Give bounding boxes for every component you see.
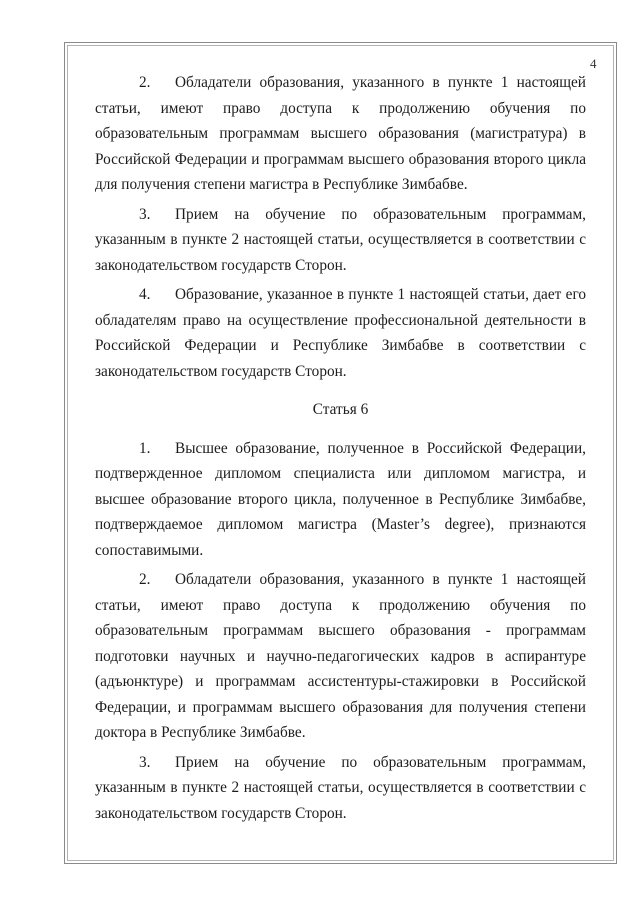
article-6-paragraph-2 bbox=[95, 567, 586, 746]
paragraph-3 bbox=[95, 202, 586, 279]
paragraph-text: Образование, указанное в пункте 1 настоящей статьи, дает его обладателям право на осуществление профессиональной деятельности в Российской Федерации и Республике Зимбабве в соответствии с законодательством государств Сторон. bbox=[95, 286, 586, 380]
paragraph-number: 4. bbox=[139, 286, 151, 303]
document-body bbox=[95, 70, 586, 830]
paragraph-text: Прием на обучение по образовательным программам, указанным в пункте 2 настоящей статьи, осуществляется в соответствии с законодательством государств Сторон. bbox=[95, 753, 586, 822]
page-number: 4 bbox=[590, 56, 597, 71]
paragraph-text: Высшее образование, полученное в Российской Федерации, подтвержденное дипломом специалиста или дипломом магистра, и высшее образование второго цикла, полученное в Республике Зимбабве, подтверждаемое дипломом магистра (Master’s degree), признаются сопоставимыми. bbox=[95, 439, 586, 559]
paragraph-number: 1. bbox=[139, 439, 151, 457]
paragraph-number: 3. bbox=[139, 205, 151, 223]
paragraph-text: Прием на обучение по образовательным программам, указанным в пункте 2 настоящей статьи, осуществляется в соответствии с законодательством государств Сторон. bbox=[95, 205, 586, 274]
paragraph-2 bbox=[95, 70, 586, 198]
paragraph-number: 2. bbox=[139, 571, 151, 588]
paragraph-text: Обладатели образования, указанного в пункте 1 настоящей статьи, имеют право доступа к продолжению обучения по образовательным программам высшего образования - программам подготовки научных и научно-педагогических кадров в аспирантуре (адъюнктуре) и программам ассистентуры-стажировки в Российской Федерации, и программам высшего образования для получения степени доктора в Республике Зимбабве. bbox=[95, 571, 586, 741]
article-6-paragraph-3 bbox=[95, 750, 586, 827]
paragraph-4 bbox=[95, 282, 586, 384]
paragraph-number: 2. bbox=[139, 74, 151, 91]
paragraph-number: 3. bbox=[139, 753, 151, 771]
paragraph-text: Обладатели образования, указанного в пункте 1 настоящей статьи, имеют право доступа к продолжению обучения по образовательным программам высшего образования (магистратура) в Российской Федерации и программам высшего образования второго цикла для получения степени магистра в Республике Зимбабве. bbox=[95, 74, 586, 193]
article-6-paragraph-1 bbox=[95, 436, 586, 564]
article-heading: Статья 6 bbox=[312, 401, 369, 418]
